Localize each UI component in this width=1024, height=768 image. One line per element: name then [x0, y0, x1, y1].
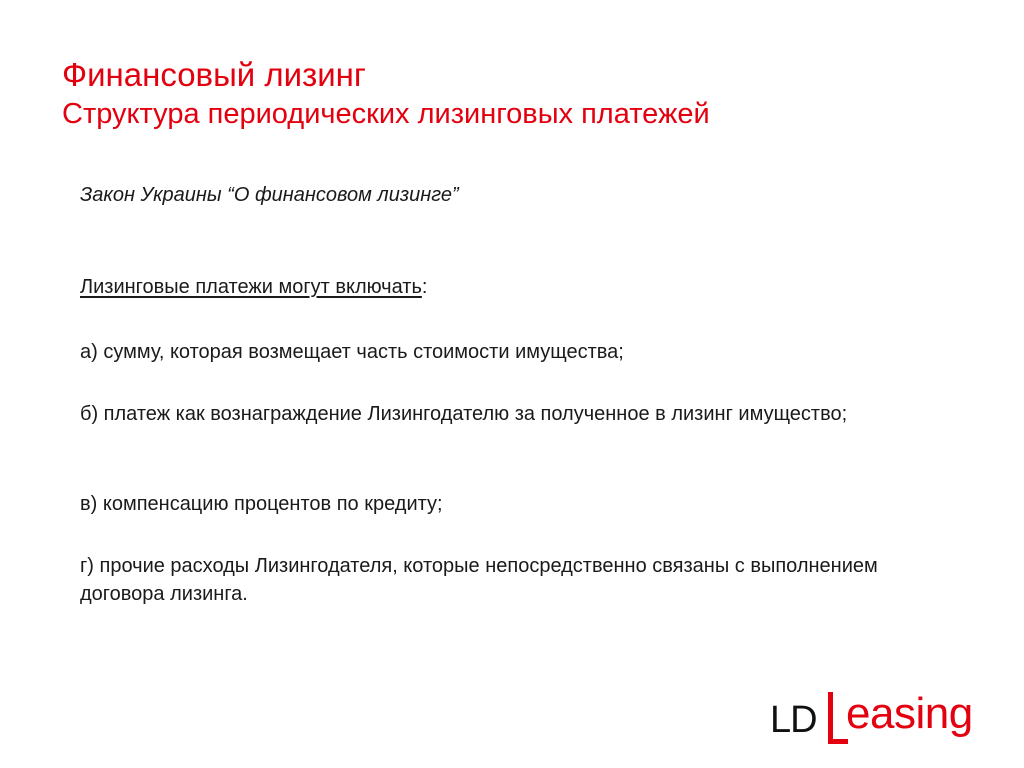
logo-l-bracket-icon	[828, 692, 848, 744]
list-item: г) прочие расходы Лизингодателя, которые непосредственно связаны с выполнением договора лизинга.	[80, 555, 878, 605]
list-intro	[80, 276, 427, 299]
list-item: б) платеж как вознаграждение Лизингодателю за полученное в лизинг имущество;	[80, 403, 848, 425]
title-line-main: Финансовый лизинг	[62, 56, 366, 93]
title-line-subtitle: Структура периодических лизинговых платежей	[62, 98, 710, 130]
logo-prefix: LD	[770, 699, 817, 741]
list-item: в) компенсацию процентов по кредиту;	[80, 493, 443, 515]
list-intro-colon: :	[421, 276, 428, 298]
ld-leasing-logo	[770, 690, 1000, 750]
list-item: а) сумму, которая возмещает часть стоимости имущества;	[80, 341, 624, 363]
list-intro-underlined: Лизинговые платежи могут включать	[80, 276, 422, 298]
logo-word: easing	[846, 689, 973, 738]
law-reference: Закон Украины “О финансовом лизинге”	[80, 184, 459, 206]
slide-title	[62, 56, 992, 134]
